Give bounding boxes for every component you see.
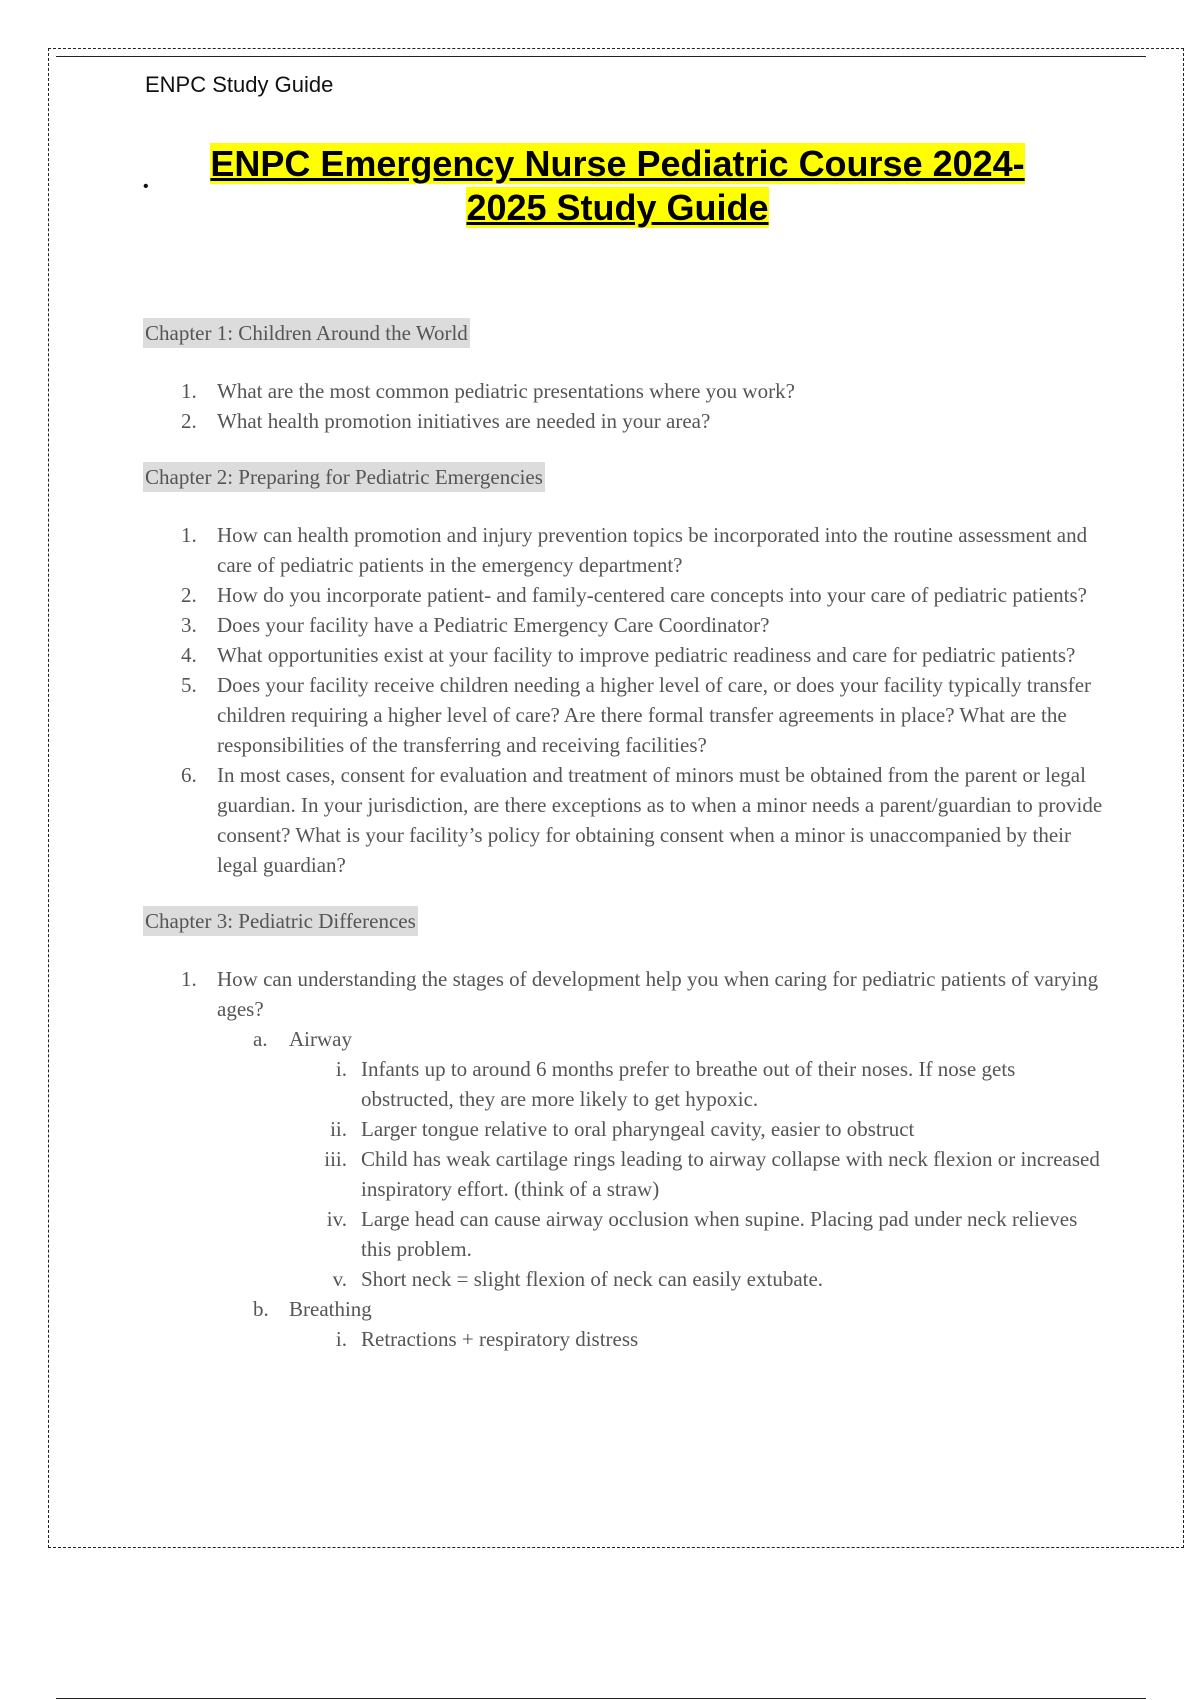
item-number: 3. (181, 613, 197, 637)
list-item (289, 1054, 1105, 1114)
item-number: v. (332, 1267, 347, 1291)
item-text: Larger tongue relative to oral pharyngeal cavity, easier to obstruct (361, 1117, 915, 1141)
item-letter: a. (253, 1027, 268, 1051)
item-text: What health promotion initiatives are needed in your area? (217, 409, 711, 433)
chapter-heading: Chapter 1: Children Around the World (143, 318, 470, 348)
list-item (145, 406, 1105, 436)
item-text: How can understanding the stages of development help you when caring for pediatric patients of varying ages? (217, 967, 1099, 1021)
sub-item-airway (217, 1024, 1105, 1294)
sub-item-label: Breathing (289, 1297, 372, 1321)
chapter-heading: Chapter 2: Preparing for Pediatric Emergencies (143, 462, 545, 492)
chapter-heading: Chapter 3: Pediatric Differences (143, 906, 418, 936)
question-list (145, 520, 1105, 880)
document-body (145, 318, 1105, 1354)
item-number: 2. (181, 583, 197, 607)
item-letter: b. (253, 1297, 269, 1321)
list-item (289, 1264, 1105, 1294)
item-text: Short neck = slight flexion of neck can easily extubate. (361, 1267, 824, 1291)
list-item (145, 670, 1105, 760)
item-text: Does your facility have a Pediatric Emergency Care Coordinator? (217, 613, 770, 637)
title-line-2: 2025 Study Guide (466, 187, 769, 228)
question-list (145, 964, 1105, 1354)
item-number: 1. (181, 523, 197, 547)
list-item (145, 964, 1105, 1354)
item-number: 5. (181, 673, 197, 697)
item-number: ii. (330, 1117, 347, 1141)
running-header: ENPC Study Guide (145, 72, 334, 97)
item-number: 6. (181, 763, 197, 787)
list-item (289, 1204, 1105, 1264)
item-number: iii. (324, 1147, 347, 1171)
item-number: i. (335, 1327, 347, 1351)
item-number: 1. (181, 967, 197, 991)
item-text: Infants up to around 6 months prefer to breathe out of their noses. If nose gets obstructed, they are more likely to get hypoxic. (361, 1057, 1016, 1111)
item-text: Large head can cause airway occlusion when supine. Placing pad under neck relieves this problem. (361, 1207, 1078, 1261)
item-text: How can health promotion and injury prevention topics be incorporated into the routine assessment and care of pediatric patients in the emergency department? (217, 523, 1088, 577)
sub-item-label: Airway (289, 1027, 352, 1051)
header-rule (56, 56, 1146, 57)
list-item (145, 580, 1105, 610)
footer-rule (56, 1698, 1146, 1699)
item-number: 1. (181, 379, 197, 403)
list-item (289, 1114, 1105, 1144)
item-text: What opportunities exist at your facility to improve pediatric readiness and care for pediatric patients? (217, 643, 1076, 667)
item-text: Child has weak cartilage rings leading to airway collapse with neck flexion or increased inspiratory effort. (think of a straw) (361, 1147, 1100, 1201)
sub-item-breathing (217, 1294, 1105, 1354)
item-number: 2. (181, 409, 197, 433)
item-text: What are the most common pediatric presentations where you work? (217, 379, 795, 403)
item-number: 4. (181, 643, 197, 667)
list-item (145, 640, 1105, 670)
item-text: In most cases, consent for evaluation and treatment of minors must be obtained from the parent or legal guardian. In your jurisdiction, are there exceptions as to when a minor needs a parent/guardian to provide consent? What is your facility’s policy for obtaining consent when a minor is unaccompanied by their legal guardian? (217, 763, 1103, 877)
document-title (150, 142, 1085, 230)
sub-list (217, 1024, 1105, 1354)
list-item (145, 520, 1105, 580)
item-text: How do you incorporate patient- and family-centered care concepts into your care of pediatric patients? (217, 583, 1087, 607)
list-item (145, 610, 1105, 640)
item-text: Retractions + respiratory distress (361, 1327, 639, 1351)
roman-list (289, 1324, 1105, 1354)
list-item (145, 376, 1105, 406)
list-item (289, 1324, 1105, 1354)
list-item (289, 1144, 1105, 1204)
item-text: Does your facility receive children needing a higher level of care, or does your facility typically transfer children requiring a higher level of care? Are there formal transfer agreements in place? What are the responsibilities of the transferring and receiving facilities? (217, 673, 1092, 757)
title-bullet: • (143, 178, 149, 195)
list-item (145, 760, 1105, 880)
item-number: i. (335, 1057, 347, 1081)
question-list (145, 376, 1105, 436)
item-number: iv. (326, 1207, 347, 1231)
title-line-1: ENPC Emergency Nurse Pediatric Course 2024- (210, 143, 1025, 184)
roman-list (289, 1054, 1105, 1294)
